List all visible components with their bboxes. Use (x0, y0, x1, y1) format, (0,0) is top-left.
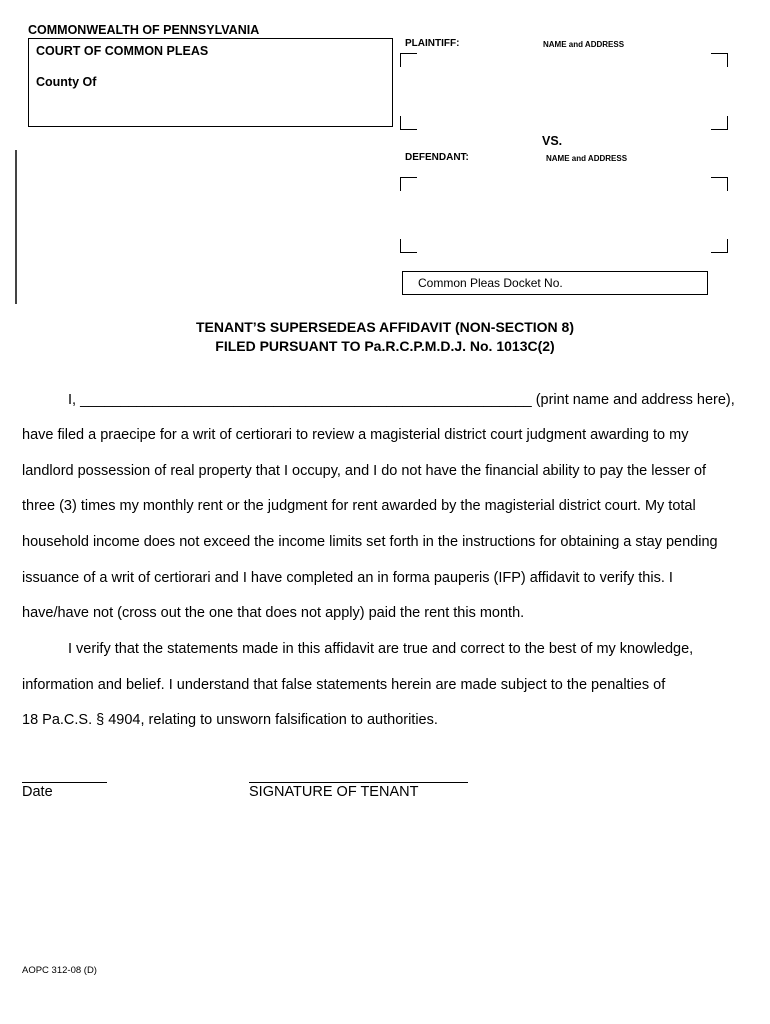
docket-label: Common Pleas Docket No. (418, 276, 563, 290)
body-line-2: have filed a praecipe for a writ of certiorari to review a magisterial district court judgment awarding to my (22, 427, 689, 443)
margin-bar (15, 150, 17, 304)
plaintiff-bracket-top-left (400, 53, 417, 67)
plaintiff-bracket-top-right (711, 53, 728, 67)
plaintiff-bracket-bottom-left (400, 116, 417, 130)
date-signature-line[interactable] (22, 782, 107, 783)
county-label: County Of (36, 75, 97, 89)
commonwealth-heading: COMMONWEALTH OF PENNSYLVANIA (28, 23, 260, 37)
plaintiff-label: PLAINTIFF: (405, 38, 460, 49)
body-line-7: have/have not (cross out the one that does not apply) paid the rent this month. (22, 605, 525, 621)
body-line-3: landlord possession of real property that I occupy, and I do not have the financial ability to pay the lesser of (22, 463, 707, 479)
form-id: AOPC 312-08 (D) (22, 965, 97, 976)
defendant-label: DEFENDANT: (405, 152, 469, 163)
court-name: COURT OF COMMON PLEAS (36, 44, 209, 58)
body-line-4: three (3) times my monthly rent or the judgment for rent awarded by the magisterial district court. My total (22, 498, 696, 514)
defendant-bracket-top-right (711, 177, 728, 191)
body-line-8: I verify that the statements made in this affidavit are true and correct to the best of my knowledge, (68, 641, 694, 657)
tenant-signature-label: SIGNATURE OF TENANT (249, 784, 419, 800)
versus-label: VS. (542, 134, 563, 148)
defendant-name-address-label: NAME and ADDRESS (546, 154, 628, 163)
body-line-6: issuance of a writ of certiorari and I have completed an in forma pauperis (IFP) affidavit to verify this. I (22, 570, 673, 586)
defendant-bracket-bottom-right (711, 239, 728, 253)
plaintiff-name-address-label: NAME and ADDRESS (543, 40, 625, 49)
body-line-9: information and belief. I understand that false statements herein are made subject to the penalties of (22, 677, 666, 693)
body-line-10: 18 Pa.C.S. § 4904, relating to unsworn falsification to authorities. (22, 712, 438, 728)
body-line-5: household income does not exceed the income limits set forth in the instructions for obtaining a stay pending (22, 534, 718, 550)
affidavit-subtitle: FILED PURSUANT TO Pa.R.C.P.M.D.J. No. 1013C(2) (215, 338, 555, 354)
plaintiff-bracket-bottom-right (711, 116, 728, 130)
defendant-bracket-bottom-left (400, 239, 417, 253)
body-line-1: I, ________________________________________________________ (print name and address here), (68, 392, 735, 408)
affidavit-title: TENANT’S SUPERSEDEAS AFFIDAVIT (NON-SECTION 8) (195, 319, 575, 335)
tenant-signature-line[interactable] (249, 782, 468, 783)
date-label: Date (22, 784, 53, 800)
defendant-bracket-top-left (400, 177, 417, 191)
